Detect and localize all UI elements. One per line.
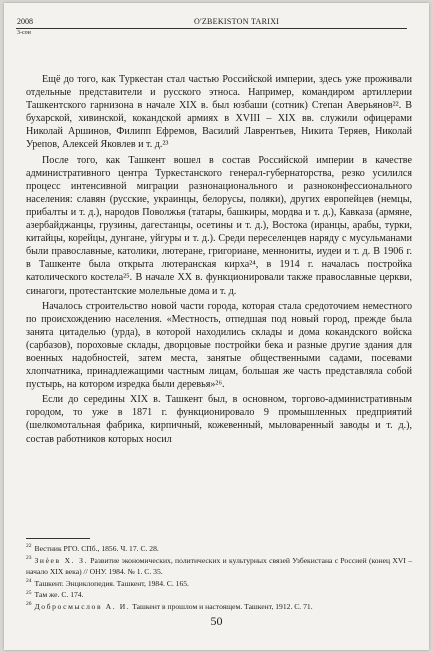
paragraph-1: Ещё до того, как Туркестан стал частью Российской империи, здесь уже проживали отдельные представители и русского этноса. Например, командиром артиллерии Ташкентского гарнизона в начале XIX в. был юзбаши (сотник) Степан Аверьянов²². В бухарской, хивинской, кокандской армиях в XVIII – XIX вв. служили офицерами Николай Аршинов, Филипп Ефремов, Василий Лаврентьев, Никита Теряев, Николай Урепов, Алексей Яковлев и т. д.²³ [26, 74, 412, 151]
paragraph-4: Если до середины XIX в. Ташкент был, в основном, торгово-административным городом, то уже в 1871 г. функционировало 9 промышленных предприятий (шелкомотальная фабрика, кирпичный, кожевенный, мыловаренный заводы и т. д.), состав работников которых носил [26, 394, 412, 445]
header-rule [16, 28, 407, 29]
paragraph-3: Началось строительство новой части города, которая стала средоточием неместного по происхождению населения. «Местность, отпедшая под новый город, прежде была занята цитаделью (урда), в которой находились склады и дома кокандского войска (сарбазов), пороховые склады, дворцовые постройки бека и разные другие здания для военных надобностей, затем места, занятые общественными садами, посевами хлопчатника, принадлежащими частным лицам, большая же часть представляла собой пустырь, на котором изредка были деревья»²⁶. [26, 300, 412, 391]
paragraph-2: После того, как Ташкент вошел в состав Российской империи в качестве административного центра Туркестанского генерал-губернаторства, резко усилился процесс интенсивной миграции разнонационального и разноконфессионального населения: славян (русские, украинцы, белорусы, поляки), других европейцев (немцы, прибалты и т. д.), народов Поволжья (татары, башкиры, мордва и т. д.), Кавказа (армяне, азербайджанцы, грузины, дагестанцы, осетины и т. д.), Востока (иранцы, арабы, турки, китайцы, корейцы, дунгане, уйгуры и т. д.). Среди переселенцев наряду с мусульманами были православные, католики, лютеране, григориане, меннониты, иудеи и т. д. В 1906 г. в Ташкенте была открыта лютеранская кирха²⁴, в 1914 г. началась постройка католического костела²⁵. В начале XX в. функционировали также православные церкви, синагоги, протестантские молельные дома и т. д. [26, 154, 412, 297]
footnote-25: $^{25}$ Там же. С. 174. [26, 589, 84, 600]
journal-title: O'ZBEKISTON TARIXI [194, 17, 280, 26]
footnote-24: $^{24}$ Ташкент. Энциклопедия. Ташкент, 1984. С. 165. [26, 578, 189, 588]
footnotes [26, 543, 412, 613]
page-number: 50 [210, 614, 223, 628]
main-text [26, 73, 412, 448]
footnote-26: $^{26}$ Добросмыслов А. И. Ташкент в прошлом и настоящем. Ташкент, 1912. С. 71. [26, 601, 313, 611]
journal-issue: 3-сон [17, 30, 31, 36]
footnote-22: $^{22}$ Вестник РГО. СПб., 1856. Ч. 17. С. 28. [26, 543, 159, 553]
footnote-rule [26, 538, 90, 539]
footnote-23: $^{23}$ Зиѐев Х. З. Развитие экономических, политических и культурных связей Узбекистана с Россией (конец XVI – начало XIX века) // ОНУ. 1984. № 1. С. 35. [26, 555, 412, 577]
document-page [4, 3, 429, 650]
journal-year: 2008 [17, 17, 33, 26]
